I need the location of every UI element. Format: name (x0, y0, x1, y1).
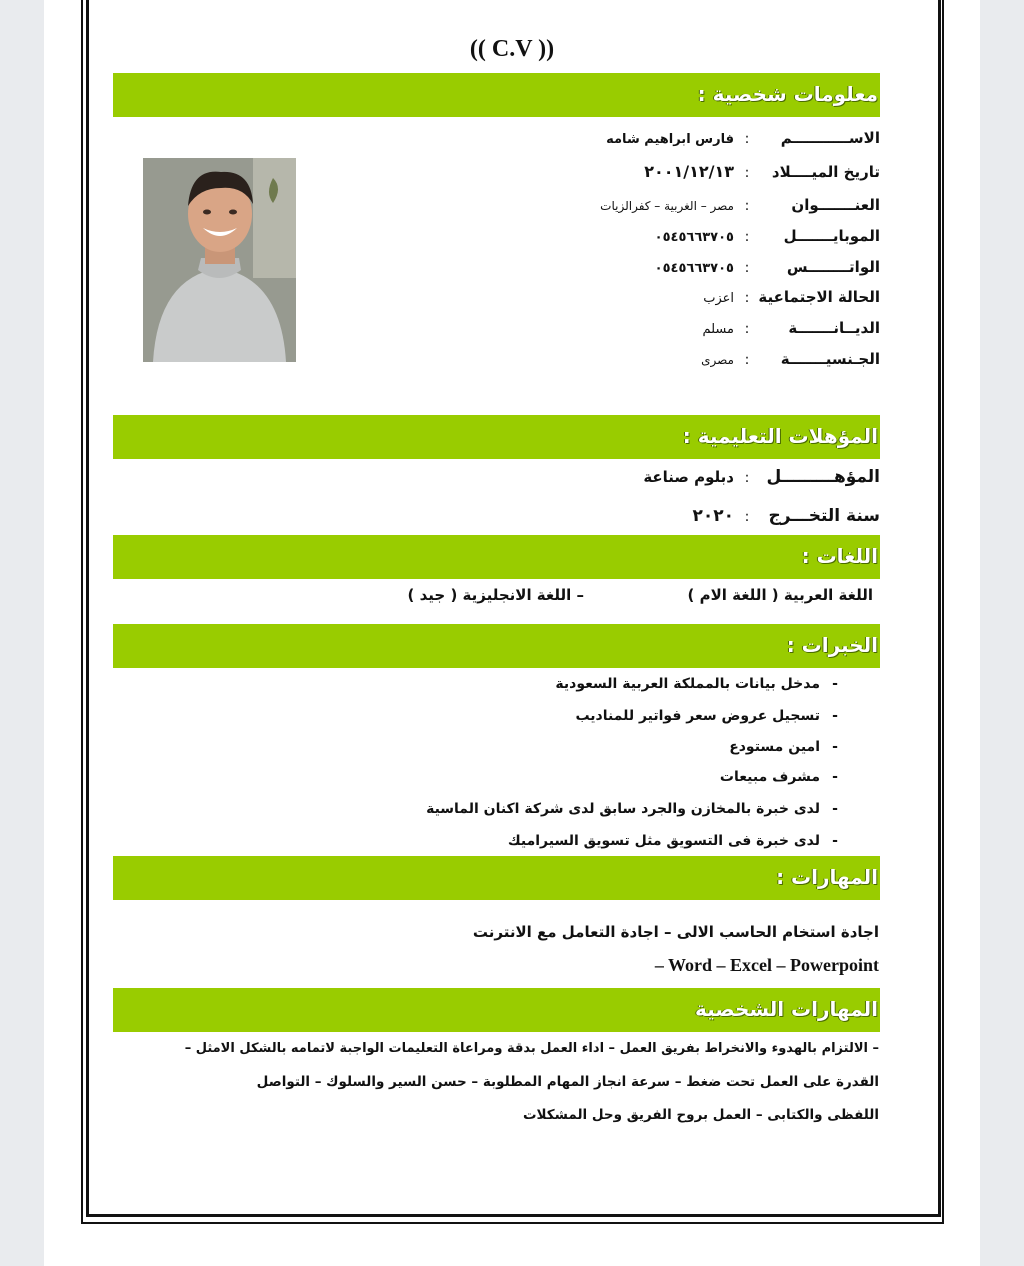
marital-value: اعزب (703, 291, 734, 306)
education-row-degree: المؤهـــــــــل:دبلوم صناعة (643, 467, 880, 487)
section-header-skills (113, 856, 880, 900)
section-header-education (113, 415, 880, 459)
address-value: مصر – الغربية – كفرالزيات (600, 199, 734, 213)
section-header-personal (113, 73, 880, 117)
section-title-personal-skills: المهارات الشخصية (694, 997, 878, 1021)
section-header-personal-skills (113, 988, 880, 1032)
section-title-experience: الخبرات : (786, 633, 878, 657)
personal-row-name: الاســـــــــــم:فارس ابراهيم شامه (606, 129, 880, 147)
language-english: – اللغة الانجليزية ( جيد ) (407, 586, 584, 604)
section-title-personal: معلومات شخصية : (697, 82, 878, 106)
personal-row-marital: الحالة الاجتماعية:اعزب (703, 288, 880, 306)
skills-line-office: – Word – Excel – Powerpoint (654, 955, 879, 975)
nationality-value: مصرى (701, 353, 734, 367)
personal-row-whatsapp: الواتــــــــس:٠٥٤٥٦٦٣٧٠٥ (654, 258, 880, 276)
experience-item: -لدى خبرة بالمخازن والجرد سابق لدى شركة اكنان الماسية (426, 801, 838, 817)
personal-skills-line-3: اللفظى والكتابى – العمل بروح الفريق وحل المشكلات (522, 1107, 879, 1123)
person-photo-icon (143, 158, 296, 362)
section-title-languages: اللغات : (801, 544, 878, 568)
experience-item: -مدخل بيانات بالمملكة العربية السعودية (555, 676, 838, 692)
language-arabic: اللغة العربية ( اللغة الام ) (687, 586, 873, 604)
personal-row-mobile: الموبايـــــــل:٠٥٤٥٦٦٣٧٠٥ (654, 227, 880, 245)
birthdate-value: ٢٠٠١/١٢/١٣ (644, 162, 734, 181)
experience-item: -تسجيل عروض سعر فواتير للمناديب (575, 708, 838, 724)
name-value: فارس ابراهيم شامه (606, 132, 734, 147)
experience-item: -لدى خبرة فى التسويق مثل تسويق السيراميك (507, 833, 838, 849)
personal-row-religion: الديــانـــــــة:مسلم (702, 319, 880, 337)
whatsapp-value: ٠٥٤٥٦٦٣٧٠٥ (654, 261, 734, 276)
section-title-education: المؤهلات التعليمية : (682, 424, 878, 448)
profile-photo (143, 158, 296, 362)
cv-title: (( C.V )) (469, 36, 555, 62)
personal-skills-line-1: – الالتزام بالهدوء والانخراط بفريق العمل – اداء العمل بدقة ومراعاة التعليمات الواجبة لاتمامه بالشكل الامثل – (184, 1041, 879, 1056)
experience-item: -مشرف مبيعات (719, 769, 838, 785)
section-header-experience (113, 624, 880, 668)
personal-row-nationality: الجـنسيـــــــة:مصرى (701, 350, 880, 368)
section-header-languages (113, 535, 880, 579)
personal-row-birthdate: تاريخ الميــــلاد:٢٠٠١/١٢/١٣ (644, 162, 880, 181)
degree-value: دبلوم صناعة (643, 468, 734, 486)
personal-row-address: العنـــــــوان:مصر – الغربية – كفرالزيات (600, 196, 880, 214)
personal-skills-line-2: القدرة على العمل تحت ضغط – سرعة انجاز المهام المطلوبة – حسن السير والسلوك – التواصل (256, 1074, 879, 1090)
section-title-skills: المهارات : (776, 865, 878, 889)
graduation-year-value: ٢٠٢٠ (692, 506, 734, 526)
religion-value: مسلم (702, 322, 734, 337)
skills-line-computer: اجادة استخام الحاسب الالى – اجادة التعامل مع الانترنت (472, 923, 879, 941)
education-row-graduation: سنة التخـــرج:٢٠٢٠ (692, 506, 880, 526)
mobile-value: ٠٥٤٥٦٦٣٧٠٥ (654, 230, 734, 245)
experience-item: -امين مستودع (729, 739, 838, 755)
